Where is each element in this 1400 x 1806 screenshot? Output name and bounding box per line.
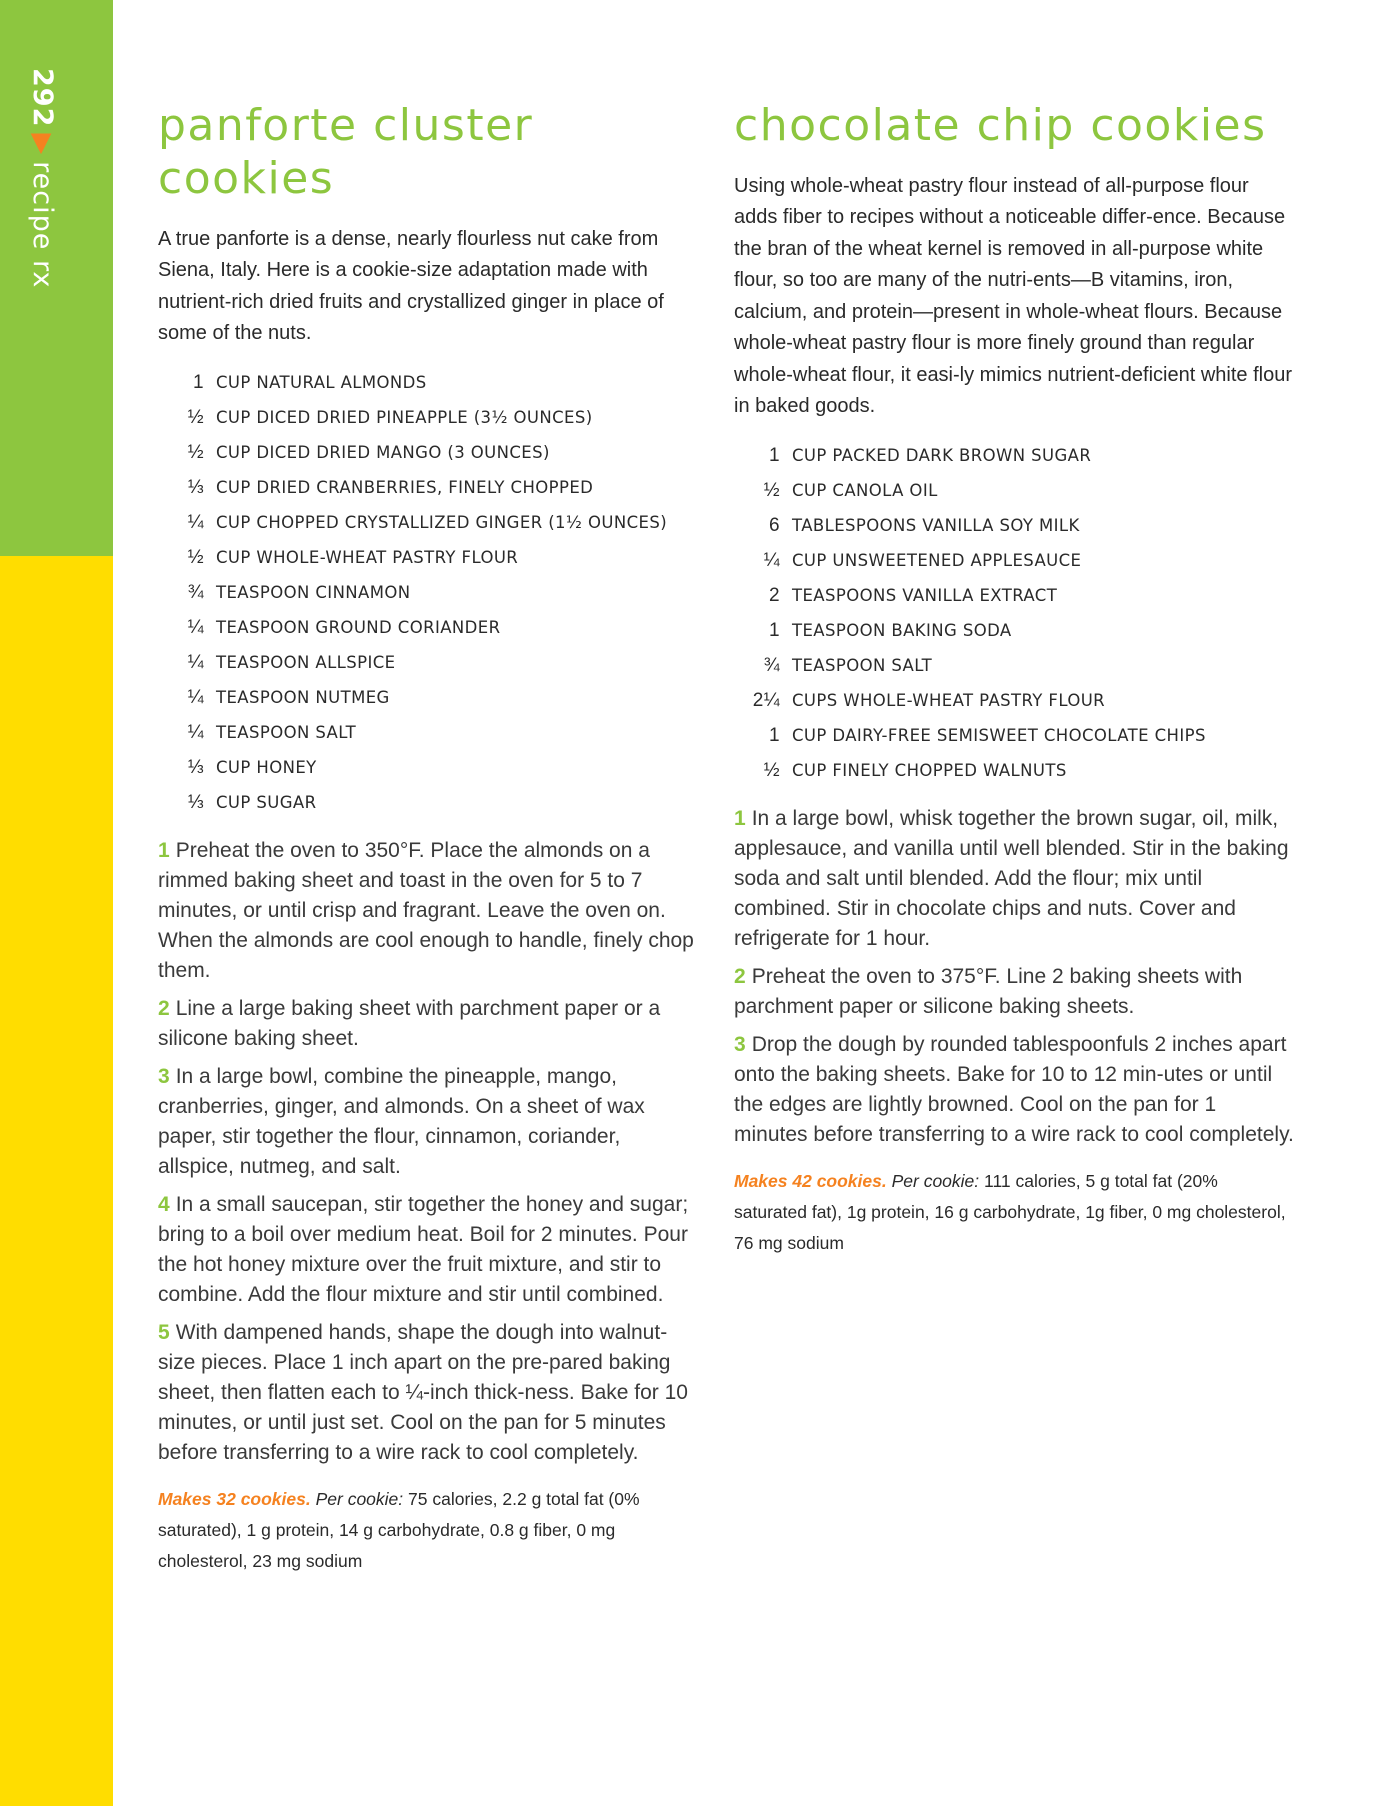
ingredient-item — [158, 615, 698, 641]
ingredient-quantity: ¼ — [187, 721, 204, 743]
ingredient-quantity: ⅓ — [187, 756, 204, 778]
ingredient-quantity: ½ — [187, 406, 204, 428]
ingredient-item — [734, 688, 1294, 714]
method-step — [158, 994, 698, 1054]
step-number: 5 — [158, 1320, 170, 1344]
ingredient-list — [734, 443, 1294, 784]
method-step — [734, 962, 1294, 1022]
recipe-chocolate-chip — [734, 100, 1294, 1259]
recipe-title: chocolate chip cookies — [734, 100, 1267, 151]
ingredient-item — [158, 580, 698, 606]
ingredient-item — [158, 755, 698, 781]
step-number: 3 — [158, 1064, 170, 1088]
step-text: Preheat the oven to 350°F. Place the almonds on a rimmed baking sheet and toast in the oven for 5 to 7 minutes, or until crisp and fragrant. Leave the oven on. When the almonds are cool enough to handle, finely chop them. — [158, 838, 694, 982]
section-title: recipe rx — [27, 161, 58, 289]
ingredient-item — [734, 478, 1294, 504]
step-number: 1 — [734, 806, 746, 830]
ingredient-item — [158, 475, 698, 501]
ingredient-item — [158, 510, 698, 536]
ingredient-quantity: ½ — [187, 546, 204, 568]
ingredient-text: TEASPOON NUTMEG — [216, 687, 390, 707]
step-text: Drop the dough by rounded tablespoonfuls 2 inches apart onto the baking sheets. Bake for 10 to 12 min-utes or until the edges are lightly browned. Cool on the pan for 1 minutes before transferring to a wire rack to cool completely. — [734, 1032, 1294, 1146]
ingredient-quantity: ½ — [763, 759, 780, 781]
ingredient-text: CUPS WHOLE-WHEAT PASTRY FLOUR — [792, 690, 1106, 710]
ingredient-text: TEASPOON CINNAMON — [216, 582, 411, 602]
ingredient-text: CUP NATURAL ALMONDS — [216, 372, 427, 392]
ingredient-item — [158, 685, 698, 711]
ingredient-text: CUP DRIED CRANBERRIES, FINELY CHOPPED — [216, 477, 594, 497]
step-text: Preheat the oven to 375°F. Line 2 baking sheets with parchment paper or silicone baking sheets. — [734, 964, 1243, 1018]
ingredient-text: CUP DICED DRIED PINEAPPLE (3½ OUNCES) — [216, 407, 593, 427]
nutrition-info — [734, 1166, 1294, 1259]
recipe-intro: A true panforte is a dense, nearly flourless nut cake from Siena, Italy. Here is a cookie-size adaptation made with nutrient-rich dried fruits and crystallized ginger in place of some of the nuts. — [158, 227, 664, 345]
step-text: In a small saucepan, stir together the honey and sugar; bring to a boil over medium heat. Boil for 2 minutes. Pour the hot honey mixture over the fruit mixture, and stir to combine. Add the flour mixture and stir until combined. — [158, 1192, 689, 1306]
ingredient-quantity: ¼ — [187, 686, 204, 708]
method-step — [158, 1318, 698, 1468]
ingredient-item — [158, 440, 698, 466]
ingredient-text: TABLESPOONS VANILLA SOY MILK — [792, 515, 1080, 535]
ingredient-quantity: ½ — [763, 479, 780, 501]
ingredient-item — [734, 758, 1294, 784]
ingredient-quantity: 2¼ — [752, 689, 780, 711]
ingredient-quantity: ½ — [187, 441, 204, 463]
ingredient-text: CUP CHOPPED CRYSTALLIZED GINGER (1½ OUNCES) — [216, 512, 668, 532]
ingredient-quantity: ¼ — [187, 616, 204, 638]
ingredient-item — [734, 513, 1294, 539]
step-text: In a large bowl, whisk together the brown sugar, oil, milk, applesauce, and vanilla until well blended. Stir in the baking soda and salt until blended. Add the flour; mix until combined. Stir in chocolate chips and nuts. Cover and refrigerate for 1 hour. — [734, 806, 1289, 950]
ingredient-quantity: 1 — [769, 724, 780, 746]
ingredient-text: CUP PACKED DARK BROWN SUGAR — [792, 445, 1092, 465]
ingredient-item — [734, 443, 1294, 469]
nutrition-details: 111 calories, 5 g total fat (20% saturated fat), 1g protein, 16 g carbohydrate, 1g fiber, 0 mg cholesterol, 76 mg sodium — [734, 1170, 1286, 1253]
ingredient-quantity: ¼ — [763, 549, 780, 571]
ingredient-quantity: 2 — [769, 584, 780, 606]
ingredient-item — [734, 618, 1294, 644]
ingredient-list — [158, 370, 698, 816]
ingredient-text: CUP CANOLA OIL — [792, 480, 938, 500]
ingredient-text: TEASPOON ALLSPICE — [216, 652, 396, 672]
ingredient-text: CUP WHOLE-WHEAT PASTRY FLOUR — [216, 547, 519, 567]
ingredient-text: CUP DAIRY-FREE SEMISWEET CHOCOLATE CHIPS — [792, 725, 1206, 745]
ingredient-text: CUP DICED DRIED MANGO (3 OUNCES) — [216, 442, 550, 462]
ingredient-quantity: ¾ — [187, 581, 204, 603]
ingredient-quantity: ⅓ — [187, 476, 204, 498]
ingredient-text: TEASPOON SALT — [216, 722, 357, 742]
ingredient-quantity: 1 — [193, 371, 204, 393]
recipe-title: panforte cluster cookies — [158, 100, 534, 204]
ingredient-item — [734, 723, 1294, 749]
ingredient-text: TEASPOON SALT — [792, 655, 933, 675]
yield-label: Makes 42 cookies. — [734, 1170, 887, 1191]
ingredient-item — [158, 720, 698, 746]
step-number: 4 — [158, 1192, 170, 1216]
yield-label: Makes 32 cookies. — [158, 1488, 311, 1509]
page-number: 292 — [27, 68, 58, 128]
method-step — [158, 1062, 698, 1182]
ingredient-quantity: ¼ — [187, 651, 204, 673]
recipe-panforte — [158, 100, 698, 1577]
ingredient-text: CUP HONEY — [216, 757, 317, 777]
ingredient-item — [158, 370, 698, 396]
step-text: With dampened hands, shape the dough into walnut-size pieces. Place 1 inch apart on the pre-pared baking sheet, then flatten each to ¼-inch thick-ness. Bake for 10 minutes, or until just set. Cool on the pan for 5 minutes before transferring to a wire rack to cool completely. — [158, 1320, 688, 1464]
ingredient-quantity: 1 — [769, 444, 780, 466]
nutrition-info — [158, 1484, 698, 1577]
ingredient-item — [734, 653, 1294, 679]
ingredient-text: TEASPOONS VANILLA EXTRACT — [792, 585, 1058, 605]
method-step — [158, 1190, 698, 1310]
ingredient-text: CUP UNSWEETENED APPLESAUCE — [792, 550, 1082, 570]
ingredient-item — [158, 790, 698, 816]
ingredient-quantity: 1 — [769, 619, 780, 641]
side-band — [0, 0, 113, 1806]
step-number: 2 — [158, 996, 170, 1020]
step-number: 3 — [734, 1032, 746, 1056]
triangle-arrow-icon: ▶ — [27, 133, 58, 156]
ingredient-quantity: ¾ — [763, 654, 780, 676]
step-number: 1 — [158, 838, 170, 862]
method-step — [734, 1030, 1294, 1150]
ingredient-quantity: 6 — [769, 514, 780, 536]
step-text: In a large bowl, combine the pineapple, mango, cranberries, ginger, and almonds. On a sheet of wax paper, stir together the flour, cinnamon, coriander, allspice, nutmeg, and salt. — [158, 1064, 645, 1178]
recipe-intro: Using whole-wheat pastry flour instead of all-purpose flour adds fiber to recipes without a noticeable differ-ence. Because the bran of the wheat kernel is removed in all-purpose white flour, so too are many of the nutri-ents—B vitamins, iron, calcium, and protein—present in whole-wheat flours. Because whole-wheat pastry flour is more finely ground than regular whole-wheat flour, it easi-ly mimics nutrient-deficient white flour in baked goods. — [734, 174, 1292, 418]
ingredient-item — [158, 650, 698, 676]
side-band-yellow — [0, 556, 113, 1806]
ingredient-quantity: ⅓ — [187, 791, 204, 813]
ingredient-item — [158, 545, 698, 571]
ingredient-item — [734, 548, 1294, 574]
ingredient-text: CUP FINELY CHOPPED WALNUTS — [792, 760, 1067, 780]
ingredient-item — [158, 405, 698, 431]
ingredient-text: TEASPOON BAKING SODA — [792, 620, 1012, 640]
ingredient-quantity: ¼ — [187, 511, 204, 533]
nutrition-details: 75 calories, 2.2 g total fat (0% saturated), 1 g protein, 14 g carbohydrate, 0.8 g fiber, 0 mg cholesterol, 23 mg sodium — [158, 1488, 640, 1571]
ingredient-text: TEASPOON GROUND CORIANDER — [216, 617, 501, 637]
ingredient-item — [734, 583, 1294, 609]
running-head — [27, 68, 58, 288]
step-number: 2 — [734, 964, 746, 988]
ingredient-text: CUP SUGAR — [216, 792, 317, 812]
step-text: Line a large baking sheet with parchment paper or a silicone baking sheet. — [158, 996, 661, 1050]
per-cookie-label: Per cookie: — [315, 1488, 404, 1509]
method-step — [734, 804, 1294, 954]
per-cookie-label: Per cookie: — [891, 1170, 980, 1191]
method-step — [158, 836, 698, 986]
